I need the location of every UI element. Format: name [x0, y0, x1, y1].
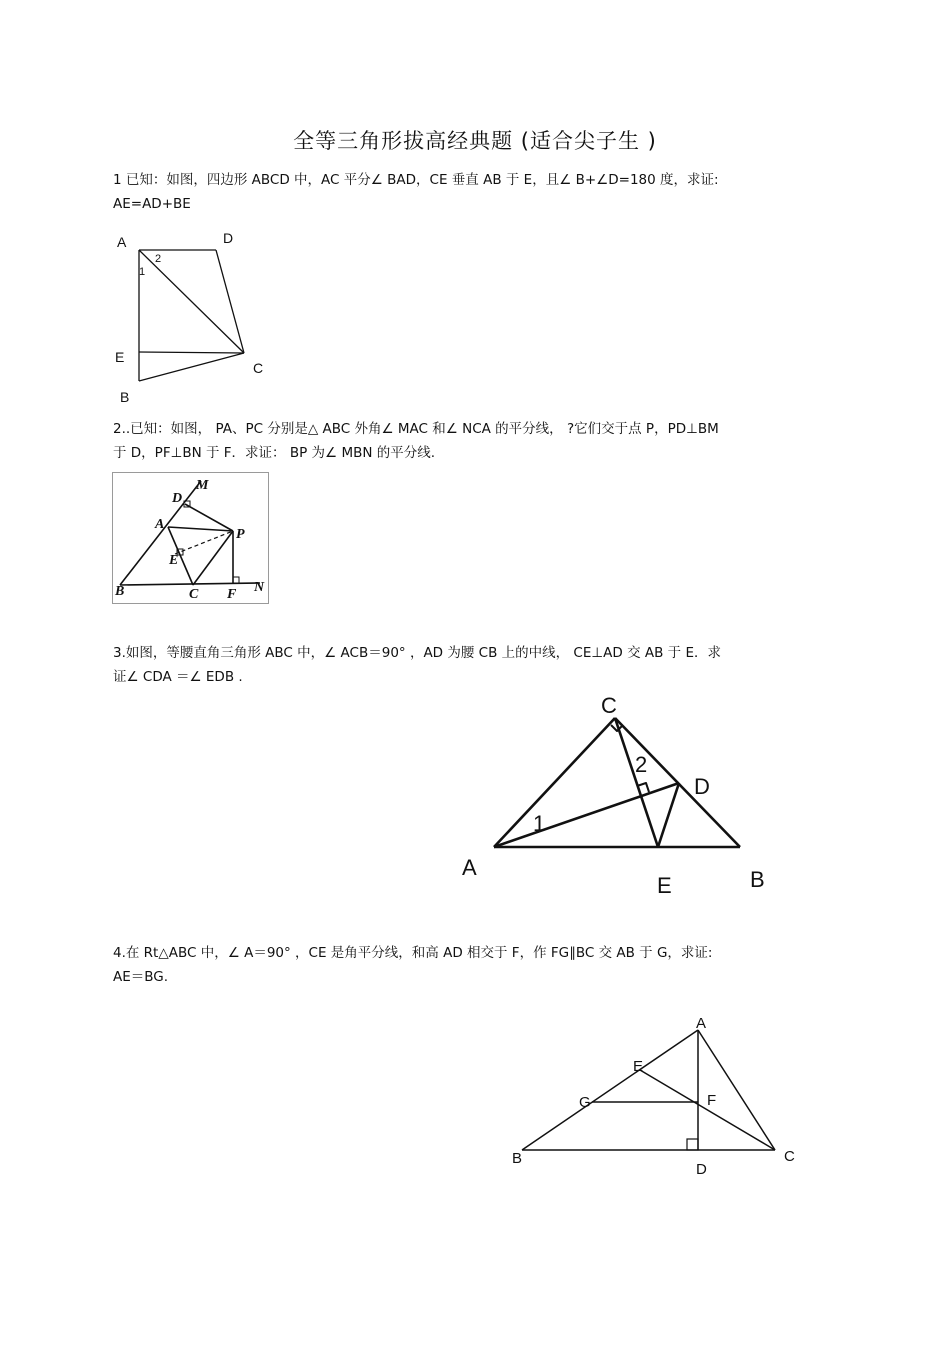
label-D: D [223, 230, 234, 246]
ray-BM [120, 481, 201, 585]
label-B: B [120, 389, 130, 405]
segment-AP [168, 527, 233, 531]
angle-1-label: 1 [533, 811, 546, 836]
label-M: M [196, 478, 209, 493]
segment-CE [640, 1070, 775, 1150]
segment-DC [216, 250, 244, 353]
problem-4-figure [500, 1005, 820, 1185]
label-A: A [117, 234, 127, 250]
segment-DE [658, 783, 679, 847]
label-F: F [227, 587, 237, 602]
segment-CE [615, 718, 658, 847]
problem-3-line-1: 3.如图，等腰直角三角形 ABC 中，∠ ACB＝90° ，AD 为腰 CB 上的中线， CE⊥AD 交 AB 于 E．求 [113, 645, 721, 661]
label-B: B [750, 867, 765, 892]
label-E: E [115, 349, 125, 365]
label-F: F [707, 1092, 717, 1109]
problem-4-text [113, 941, 838, 989]
label-B: B [115, 584, 125, 599]
problem-1-figure [100, 225, 290, 410]
segment-BA [522, 1030, 698, 1150]
segment-AD [494, 783, 679, 847]
label-B: B [512, 1150, 523, 1167]
segment-AC [494, 718, 615, 847]
label-D: D [696, 1161, 707, 1178]
label-E: E [657, 873, 672, 898]
problem-2-line-2: 于 D，PF⊥BN 于 F．求证： BP 为∠ MBN 的平分线. [113, 445, 436, 461]
label-P: P [236, 527, 245, 542]
label-C: C [189, 587, 199, 602]
problem-2-figure [112, 472, 269, 604]
problem-3-line-2: 证∠ CDA ＝∠ EDB . [113, 669, 243, 685]
angle-2-label: 2 [155, 253, 162, 265]
label-N: N [254, 580, 265, 595]
right-angle-D [687, 1139, 698, 1150]
label-E: E [633, 1058, 644, 1075]
segment-EC [139, 352, 244, 353]
label-E: E [169, 553, 179, 568]
angle-1-label: 1 [139, 266, 146, 278]
problem-4-line-2: AE＝BG. [113, 969, 169, 985]
problem-3-figure [455, 688, 785, 903]
problem-1-line-2: AE=AD+BE [113, 196, 191, 212]
segment-CP [193, 531, 233, 585]
segment-AC [139, 250, 244, 353]
problem-2-line-1: 2..已知：如图， PA、PC 分别是△ ABC 外角∠ MAC 和∠ NCA 的平分线， ?它们交于点 P，PD⊥BM [113, 421, 719, 437]
label-G: G [579, 1094, 591, 1111]
problem-3-text [113, 641, 838, 689]
problem-2-text [113, 417, 838, 465]
label-D: D [694, 774, 710, 799]
problem-1-line-1: 1 已知：如图，四边形 ABCD 中，AC 平分∠ BAD，CE 垂直 AB 于 E，且∠ B+∠D=180 度，求证: [113, 172, 719, 188]
label-A: A [696, 1015, 707, 1032]
page-title: 全等三角形拔高经典题 (适合尖子生 ) [293, 129, 657, 153]
angle-2-label: 2 [635, 752, 648, 777]
right-angle-F [233, 577, 239, 583]
segment-AC [698, 1030, 775, 1150]
problem-1-text [113, 168, 838, 216]
problem-4-line-1: 4.在 Rt△ABC 中，∠ A＝90° ，CE 是角平分线，和高 AD 相交于 F，作 FG∥BC 交 AB 于 G，求证: [113, 945, 713, 961]
label-C: C [253, 360, 264, 376]
label-D: D [172, 491, 183, 506]
segment-BC [139, 353, 244, 381]
label-A: A [155, 517, 165, 532]
segment-PD [185, 504, 233, 531]
label-A: A [462, 855, 477, 880]
label-C: C [601, 693, 617, 718]
label-C: C [784, 1148, 795, 1165]
